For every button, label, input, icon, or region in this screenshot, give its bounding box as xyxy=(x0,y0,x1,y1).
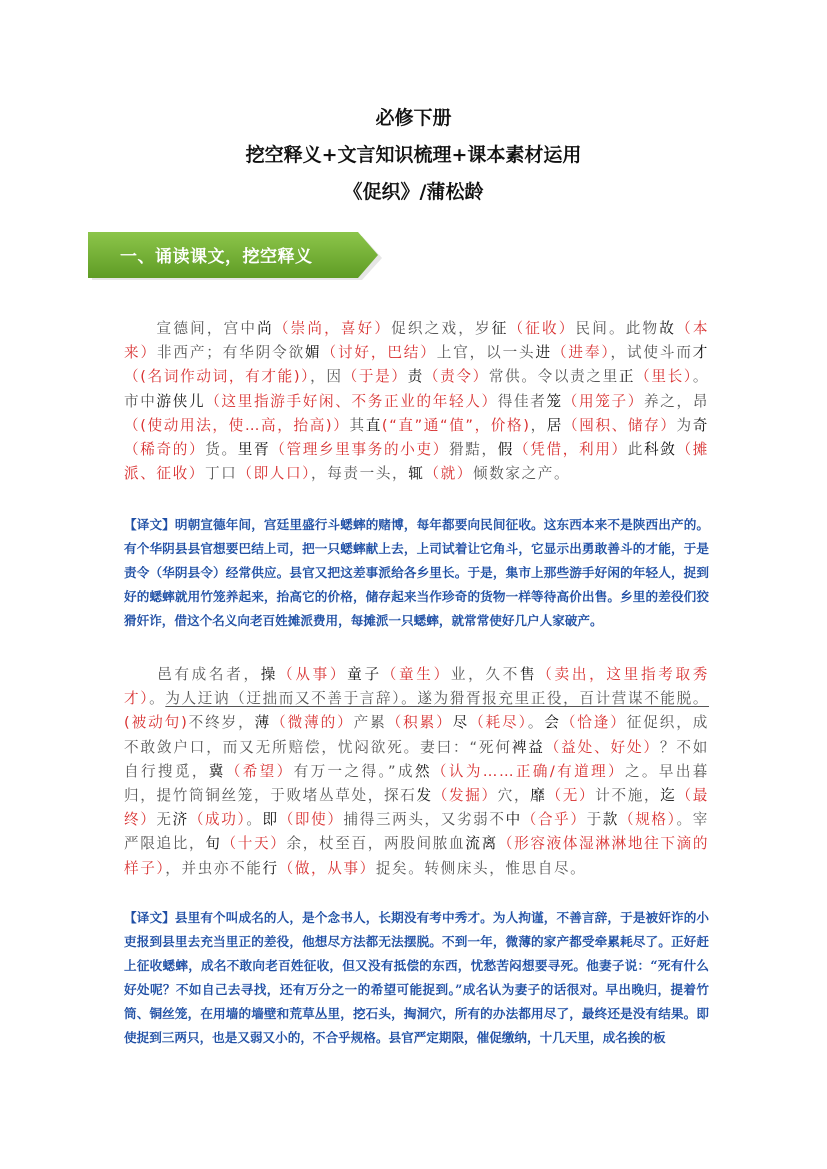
text-run: （希望） xyxy=(225,762,294,780)
text-run: （微薄的） xyxy=(271,714,354,732)
text-run: 科敛 xyxy=(644,441,677,459)
text-run: 即 xyxy=(262,811,279,829)
text-run: ，试使斗而 xyxy=(610,344,693,362)
text-run: 然 xyxy=(414,762,432,780)
text-run: 操 xyxy=(260,666,279,683)
translation-label: 【译文】 xyxy=(124,517,175,532)
text-run: 。 xyxy=(149,690,166,708)
text-run: 媚 xyxy=(305,344,322,362)
text-run: ， xyxy=(530,416,547,434)
text-run: 邑有成名者， xyxy=(156,666,261,683)
text-run: 迄 xyxy=(660,787,677,805)
text-run: （(使动用法，使…高，抬高)） xyxy=(124,416,350,434)
text-run: 货。 xyxy=(205,441,238,459)
text-run: （童生） xyxy=(381,666,451,683)
text-run: （积累） xyxy=(386,714,453,732)
text-run: 里胥 xyxy=(237,441,271,459)
text-run: 明朝宣德年间，宫廷里盛行斗蟋蟀的赌博，每年都要向民间征收。这东西本来不是陕西出产的。有个华阴县县官想要巴结上司，把一只蟋蟀献上去，上司试着让它角斗，它显示出勇敢善斗的才能，于是责令（华阴县令）经常供应。县官又把这差事派给各乡里长。于是，集市上那些游手好闲的年轻人，捉到好的蟋蟀就用竹笼养起来，抬高它的价格，储存起来当作珍奇的货物一样等待高价出售。乡里的差役们狡猾奸诈，借这个名义向老百姓摊派费用，每摊派一只蟋蟀，就常常使好几户人家破产。 xyxy=(124,517,710,628)
text-run: 此 xyxy=(627,441,644,459)
text-run: （这里指游手好闲、不务正业的年轻人） xyxy=(205,392,498,410)
text-run: （(名词作动词，有才能)） xyxy=(124,368,311,386)
section-title: 一、诵读课文，挖空释义 xyxy=(120,247,313,267)
text-run: （成功） xyxy=(188,811,247,829)
book-volume: 必修下册 xyxy=(375,107,452,129)
text-run: 于 xyxy=(586,811,603,829)
text-run: 穴， xyxy=(497,787,531,805)
text-run: ，每责一头， xyxy=(311,465,409,483)
text-run: 。 xyxy=(246,811,263,829)
text-run: 常供。令以责之里 xyxy=(488,368,619,386)
text-run: （无） xyxy=(546,787,596,805)
text-run: 辄 xyxy=(408,465,425,483)
text-run: 才 xyxy=(692,344,709,362)
text-run: 假 xyxy=(497,441,514,459)
text-run: 产累 xyxy=(353,714,387,732)
text-run: （里长） xyxy=(635,368,693,386)
text-run: 倾数家之产。 xyxy=(473,465,571,483)
text-run: 为 xyxy=(676,416,693,434)
text-run: 旬 xyxy=(205,835,222,853)
text-run: 尽 xyxy=(452,714,470,732)
document-subtitle: 挖空释义+文言知识梳理+课本素材运用 xyxy=(245,144,582,166)
text-paragraph-1 xyxy=(124,317,709,486)
text-run: 发 xyxy=(416,787,433,805)
text-run: 会 xyxy=(544,714,561,732)
text-run: (“直”通“值”，价格) xyxy=(381,416,531,434)
text-run: 养之，昂 xyxy=(644,392,709,410)
translation-1 xyxy=(124,513,709,633)
text-run: ，因 xyxy=(310,368,343,386)
text-run: 得佳者 xyxy=(497,392,547,410)
text-run: 为人迂讷（迂拙而又不善于言辞）。遂为猾胥报充里正役，百计营谋不能脱。 xyxy=(165,690,710,708)
text-run: （即使） xyxy=(278,811,344,829)
text-run: 促织之戏，岁 xyxy=(391,320,492,337)
text-run: （进奉） xyxy=(551,344,611,362)
text-run: （囤积、储存） xyxy=(563,416,677,434)
text-run: 薄 xyxy=(254,714,272,732)
text-run: 上官，以一头 xyxy=(436,344,536,362)
text-run: 。宰严限追比， xyxy=(124,811,709,853)
text-run: （管理乡里事务的小吏） xyxy=(270,441,449,459)
translation-2 xyxy=(124,906,709,1050)
text-run: （合乎） xyxy=(521,811,587,829)
text-run: （讨好，巴结） xyxy=(321,344,437,362)
text-run: 尚 xyxy=(257,320,274,337)
text-run: 居 xyxy=(546,416,564,434)
text-run: （卖出，这里指考取秀才） xyxy=(124,666,709,708)
text-run: 笼 xyxy=(546,392,563,410)
text-run: 靡 xyxy=(530,787,547,805)
text-run: （稀奇的） xyxy=(124,441,206,459)
text-run: （十天） xyxy=(221,835,287,853)
text-run: （摊派、征收） xyxy=(124,441,709,483)
text-run: ？不如自行搜觅， xyxy=(124,738,709,780)
text-run: 丁口 xyxy=(204,465,238,483)
text-run: 计不施， xyxy=(595,787,661,805)
text-run: 售 xyxy=(519,666,538,683)
section-banner xyxy=(86,232,384,282)
text-run: 无 xyxy=(156,811,173,829)
text-run: (被动句) xyxy=(124,714,189,732)
text-run: （从事） xyxy=(278,666,348,683)
text-run: 不终岁， xyxy=(188,714,255,732)
text-run: 责 xyxy=(407,368,424,386)
text-run: （发掘） xyxy=(432,787,498,805)
text-run: 业，久不 xyxy=(450,666,520,683)
text-run: 捉矣。转侧床头，惟思自尽。 xyxy=(375,859,587,877)
text-run: 直 xyxy=(365,416,382,434)
text-run: 民间。此物 xyxy=(575,320,660,337)
text-run: （于是） xyxy=(342,368,408,386)
text-run: 款 xyxy=(602,811,619,829)
text-run: （本来） xyxy=(124,320,710,362)
text-run: 有万一之得。”成 xyxy=(293,762,415,780)
text-run: （最终） xyxy=(124,787,709,829)
text-run: 行 xyxy=(262,859,279,877)
page-header xyxy=(0,100,827,211)
text-run: 县里有个叫成名的人，是个念书人，长期没有考中秀才。为人拘谨，不善言辞，于是被奸诈的小吏报到县里去充当里正的差役，他想尽方法都无法摆脱。不到一年，微薄的家产都受牵累耗尽了。正好赶上征收蟋蟀，成名不敢向老百姓征收，但又没有抵偿的东西，忧愁苦闷想要寻死。他妻子说：“死有什么好处呢？不如自己去寻找，还有万分之一的希望可能捉到。”成名认为妻子的话很对。早出晚归，提着竹筒、铜丝笼，在用墙的墙壁和荒草丛里，挖石头，掏洞穴，所有的办法都用尽了，最终还是没有结果。即使捉到三两只，也是又弱又小的，不合乎规格。县官严定期限，催促缴纳，十几天里，成名挨的板 xyxy=(124,910,710,1045)
text-run: （做，从事） xyxy=(278,859,376,877)
text-run: 冀 xyxy=(208,762,226,780)
text-run: 进 xyxy=(535,344,552,362)
text-run: （形容液体湿淋淋地往下滴的样子） xyxy=(124,835,710,877)
text-run: 。市中 xyxy=(124,368,710,410)
text-run: 正 xyxy=(618,368,636,386)
text-run: 中 xyxy=(505,811,522,829)
text-run: 征 xyxy=(491,320,509,337)
translation-label: 【译文】 xyxy=(124,910,175,925)
text-run: 济 xyxy=(172,811,189,829)
text-run: （耗尽） xyxy=(469,714,528,732)
text-run: 非西产；有华阴令欲 xyxy=(156,344,306,362)
text-run: 猾黠， xyxy=(449,441,498,459)
text-run: 故 xyxy=(659,320,677,337)
text-run: （崇尚，喜好） xyxy=(273,320,392,337)
text-run: 童子 xyxy=(347,666,382,683)
text-run: （认为……正确/有道理） xyxy=(431,762,625,780)
text-run: 余，杖至百，两股间脓血 xyxy=(286,835,466,853)
lesson-title: 《促织》/蒲松龄 xyxy=(343,181,484,203)
text-run: （责令） xyxy=(423,368,489,386)
text-run: （益处、好处） xyxy=(544,738,660,756)
text-run: （规格） xyxy=(619,811,677,829)
text-run: 奇 xyxy=(692,416,709,434)
text-run: 之。早出暮归，提竹筒铜丝笼，于败堵丛草处，探石 xyxy=(124,762,709,805)
text-run: （即人口） xyxy=(237,465,312,483)
text-run: ，并虫亦不能 xyxy=(165,859,263,877)
text-run: 其 xyxy=(349,416,366,434)
text-run: 游侠儿 xyxy=(156,392,206,410)
text-run: （征收） xyxy=(508,320,576,337)
text-run: （凭借，利用） xyxy=(514,441,628,459)
text-run: 宣德间，宫中 xyxy=(156,320,258,337)
text-paragraph-2 xyxy=(124,663,709,881)
text-run: （恰逢） xyxy=(560,714,627,732)
text-run: 征促织，成不敢敛户口，而又无所赔偿，忧闷欲死。妻曰：“死何 xyxy=(124,714,709,756)
text-run: （就） xyxy=(424,465,474,483)
text-run: 流离 xyxy=(465,835,498,853)
text-run: 。 xyxy=(527,714,545,732)
text-run: 裨益 xyxy=(511,738,545,756)
text-run: （用笼子） xyxy=(562,392,644,410)
text-run: 捕得三两头，又劣弱不 xyxy=(343,811,506,829)
